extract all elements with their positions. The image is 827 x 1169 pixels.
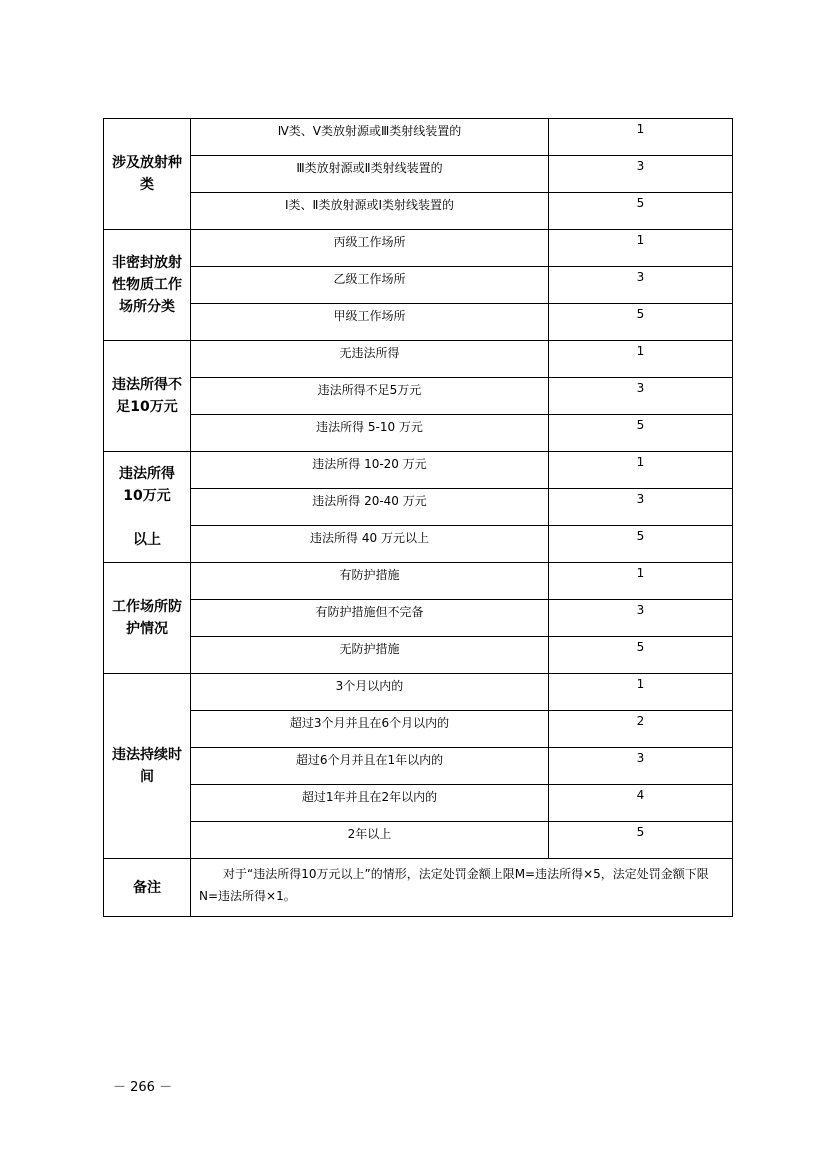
table-row [104,637,733,674]
table-row [104,230,733,267]
score-cell: 1 [549,674,733,711]
note-row [104,859,733,917]
score-cell: 1 [549,119,733,156]
category-cell [104,563,191,674]
score-cell: 5 [549,822,733,859]
category-line: 护情况 [126,621,168,637]
table-row [104,119,733,156]
table-row [104,415,733,452]
category-line: 工作场所防 [112,599,182,615]
description-cell: 违法所得不足5万元 [191,378,549,415]
category-cell [104,119,191,230]
page-number: － 266 － [113,1080,173,1095]
score-cell: 1 [549,563,733,600]
score-cell: 5 [549,304,733,341]
table-row [104,489,733,526]
score-cell: 3 [549,267,733,304]
score-cell: 3 [549,600,733,637]
score-cell: 2 [549,711,733,748]
description-cell: 违法所得 20-40 万元 [191,489,549,526]
note-label: 备注 [104,859,191,917]
table-row [104,193,733,230]
description-cell: 无违法所得 [191,341,549,378]
description-cell: 违法所得 10-20 万元 [191,452,549,489]
category-line: 间 [140,769,154,785]
category-line [104,507,190,529]
description-cell: 3个月以内的 [191,674,549,711]
description-cell: Ⅰ类、Ⅱ类放射源或Ⅰ类射线装置的 [191,193,549,230]
description-cell: Ⅳ类、Ⅴ类放射源或Ⅲ类射线装置的 [191,119,549,156]
category-line: 性物质工作 [112,277,182,293]
category-line: 涉及放射种 [112,155,182,171]
score-cell: 5 [549,526,733,563]
description-cell: 超过6个月并且在1年以内的 [191,748,549,785]
score-cell: 3 [549,156,733,193]
category-line: 场所分类 [119,299,175,315]
description-cell: 无防护措施 [191,637,549,674]
description-cell: 甲级工作场所 [191,304,549,341]
score-cell: 5 [549,415,733,452]
score-cell: 5 [549,637,733,674]
description-cell: 有防护措施但不完备 [191,600,549,637]
table-row [104,341,733,378]
description-cell: 有防护措施 [191,563,549,600]
table-row [104,563,733,600]
score-cell: 5 [549,193,733,230]
table-row [104,785,733,822]
category-cell [104,674,191,859]
description-cell: 超过1年并且在2年以内的 [191,785,549,822]
category-line: 10万元 [123,488,171,504]
category-line: 违法所得不 [112,377,182,393]
category-line: 类 [140,177,154,193]
table-row [104,748,733,785]
table-row [104,822,733,859]
description-cell: 超过3个月并且在6个月以内的 [191,711,549,748]
category-line: 违法持续时 [112,747,182,763]
table-row [104,600,733,637]
score-cell: 3 [549,489,733,526]
description-cell: 乙级工作场所 [191,267,549,304]
category-line: 违法所得 [119,466,175,482]
table-row [104,452,733,489]
category-cell [104,230,191,341]
table-row [104,267,733,304]
table-row [104,156,733,193]
description-cell: 2年以上 [191,822,549,859]
score-cell: 1 [549,230,733,267]
category-cell [104,341,191,452]
table-row [104,711,733,748]
score-cell: 3 [549,748,733,785]
note-text: 对于“违法所得10万元以上”的情形，法定处罚金额上限M=违法所得×5，法定处罚金额下限N=违法所得×1。 [191,859,733,917]
description-cell: 违法所得 40 万元以上 [191,526,549,563]
category-line: 非密封放射 [112,255,182,271]
table-row [104,526,733,563]
category-line: 足10万元 [116,399,178,415]
description-cell: Ⅲ类放射源或Ⅱ类射线装置的 [191,156,549,193]
score-cell: 4 [549,785,733,822]
penalty-score-table [103,118,733,917]
table-row [104,378,733,415]
table-row [104,674,733,711]
category-cell [104,452,191,563]
score-cell: 1 [549,452,733,489]
category-line: 以上 [133,532,161,548]
score-cell: 1 [549,341,733,378]
description-cell: 丙级工作场所 [191,230,549,267]
score-cell: 3 [549,378,733,415]
table-row [104,304,733,341]
description-cell: 违法所得 5-10 万元 [191,415,549,452]
